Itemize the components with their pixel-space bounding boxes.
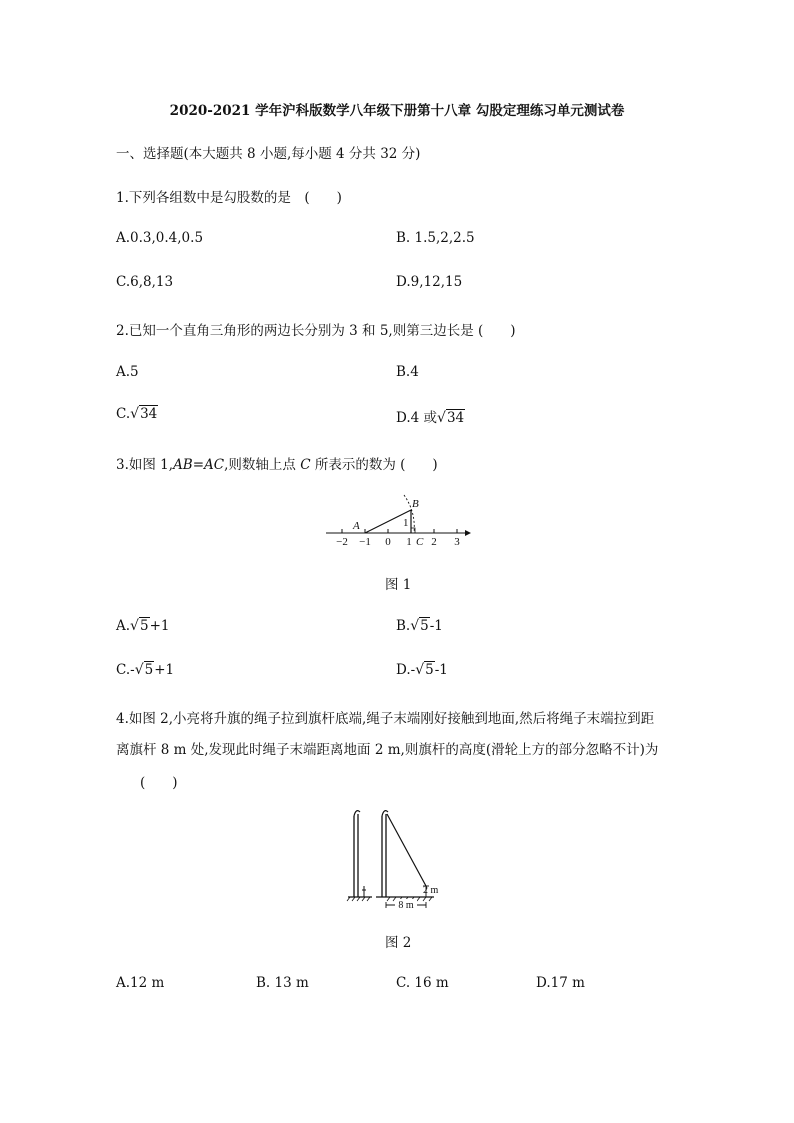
q4-option-d: D.17 m bbox=[536, 975, 585, 991]
q2-option-a: A.5 bbox=[116, 364, 139, 380]
sqrt-sign: √5 bbox=[130, 618, 149, 634]
q2-option-d bbox=[396, 406, 465, 426]
sqrt-sign: √5 bbox=[415, 662, 434, 678]
q3-option-d-label: D.- bbox=[396, 662, 416, 678]
q3-stem-math: C bbox=[300, 457, 311, 473]
tick-label: 1 bbox=[406, 536, 412, 548]
q1-option-c: C.6,8,13 bbox=[116, 274, 174, 290]
tick-label: 0 bbox=[385, 536, 391, 548]
pulled-rope bbox=[387, 814, 426, 886]
q2-stem: 2.已知一个直角三角形的两边长分别为 3 和 5,则第三边长是 ( ) bbox=[116, 323, 516, 339]
q3-option-a-suffix: +1 bbox=[149, 618, 170, 634]
q1-option-a: A.0.3,0.4,0.5 bbox=[116, 230, 204, 246]
q3-option-c-suffix: +1 bbox=[154, 662, 175, 678]
q2-option-b: B.4 bbox=[396, 364, 419, 380]
q2-option-c-label: C. bbox=[116, 406, 131, 422]
flagpole-figure bbox=[346, 804, 446, 912]
q3-stem-part: ,则数轴上点 bbox=[224, 457, 301, 473]
q3-option-d bbox=[396, 662, 448, 678]
q3-option-d-suffix: -1 bbox=[434, 662, 448, 678]
tick-label: 3 bbox=[454, 536, 460, 548]
q3-option-c-label: C.- bbox=[116, 662, 135, 678]
q2-option-c bbox=[116, 406, 158, 422]
number-line-figure bbox=[320, 494, 474, 550]
q3-stem bbox=[116, 453, 438, 473]
tick-label: −2 bbox=[336, 536, 348, 548]
q3-option-a-label: A. bbox=[116, 618, 131, 634]
q3-stem-math: AB=AC bbox=[173, 457, 225, 473]
q4-stem-line-3: ( ) bbox=[140, 775, 178, 791]
q3-stem-part: 3.如图 1, bbox=[116, 457, 174, 473]
sqrt-sign: √34 bbox=[130, 406, 158, 422]
q3-option-c bbox=[116, 662, 174, 678]
radicand: 5 bbox=[139, 618, 149, 634]
sqrt-sign: √34 bbox=[437, 410, 465, 426]
left-pulley-icon bbox=[354, 811, 360, 816]
point-c-label: C bbox=[416, 536, 424, 548]
point-b-label: B bbox=[412, 498, 419, 510]
document-title: 2020-2021 学年沪科版数学八年级下册第十八章 勾股定理练习单元测试卷 bbox=[169, 103, 625, 119]
label-2m: 2 m bbox=[423, 885, 439, 896]
radicand: 5 bbox=[144, 662, 154, 678]
q1-stem: 1.下列各组数中是勾股数的是 ( ) bbox=[116, 190, 342, 206]
q3-option-b-suffix: -1 bbox=[429, 618, 443, 634]
q2-option-d-label: D.4 或 bbox=[396, 410, 438, 426]
q4-option-a: A.12 m bbox=[116, 975, 165, 991]
sqrt-sign: √5 bbox=[134, 662, 154, 678]
radicand: 34 bbox=[446, 410, 465, 426]
height-label: 1 bbox=[403, 517, 409, 529]
section-heading: 一、选择题(本大题共 8 小题,每小题 4 分共 32 分) bbox=[116, 146, 421, 162]
q4-option-c: C. 16 m bbox=[396, 975, 449, 991]
tick-label: −1 bbox=[359, 536, 371, 548]
q1-option-b: B. 1.5,2,2.5 bbox=[396, 230, 475, 246]
radicand: 5 bbox=[420, 618, 429, 634]
q3-option-b-label: B. bbox=[396, 618, 411, 634]
q4-stem-line-1: 4.如图 2,小亮将升旗的绳子拉到旗杆底端,绳子末端刚好接触到地面,然后将绳子末端拉到距 bbox=[116, 711, 655, 727]
q3-option-a bbox=[116, 618, 169, 634]
q4-option-b: B. 13 m bbox=[256, 975, 309, 991]
sqrt-sign: √5 bbox=[410, 618, 429, 634]
q3-stem-part: 所表示的数为 ( ) bbox=[310, 457, 438, 473]
radicand: 5 bbox=[425, 662, 434, 678]
q3-option-b bbox=[396, 618, 443, 634]
figure-2-caption: 图 2 bbox=[385, 935, 412, 951]
tick-label: 2 bbox=[431, 536, 437, 548]
radicand: 34 bbox=[140, 406, 158, 422]
label-8m: 8 m bbox=[398, 900, 414, 911]
q1-option-d: D.9,12,15 bbox=[396, 274, 463, 290]
point-a-label: A bbox=[353, 520, 360, 532]
figure-1-caption: 图 1 bbox=[385, 577, 412, 593]
q4-stem-line-2: 离旗杆 8 m 处,发现此时绳子末端距离地面 2 m,则旗杆的高度(滑轮上方的部分忽略不计)为 bbox=[116, 742, 659, 758]
